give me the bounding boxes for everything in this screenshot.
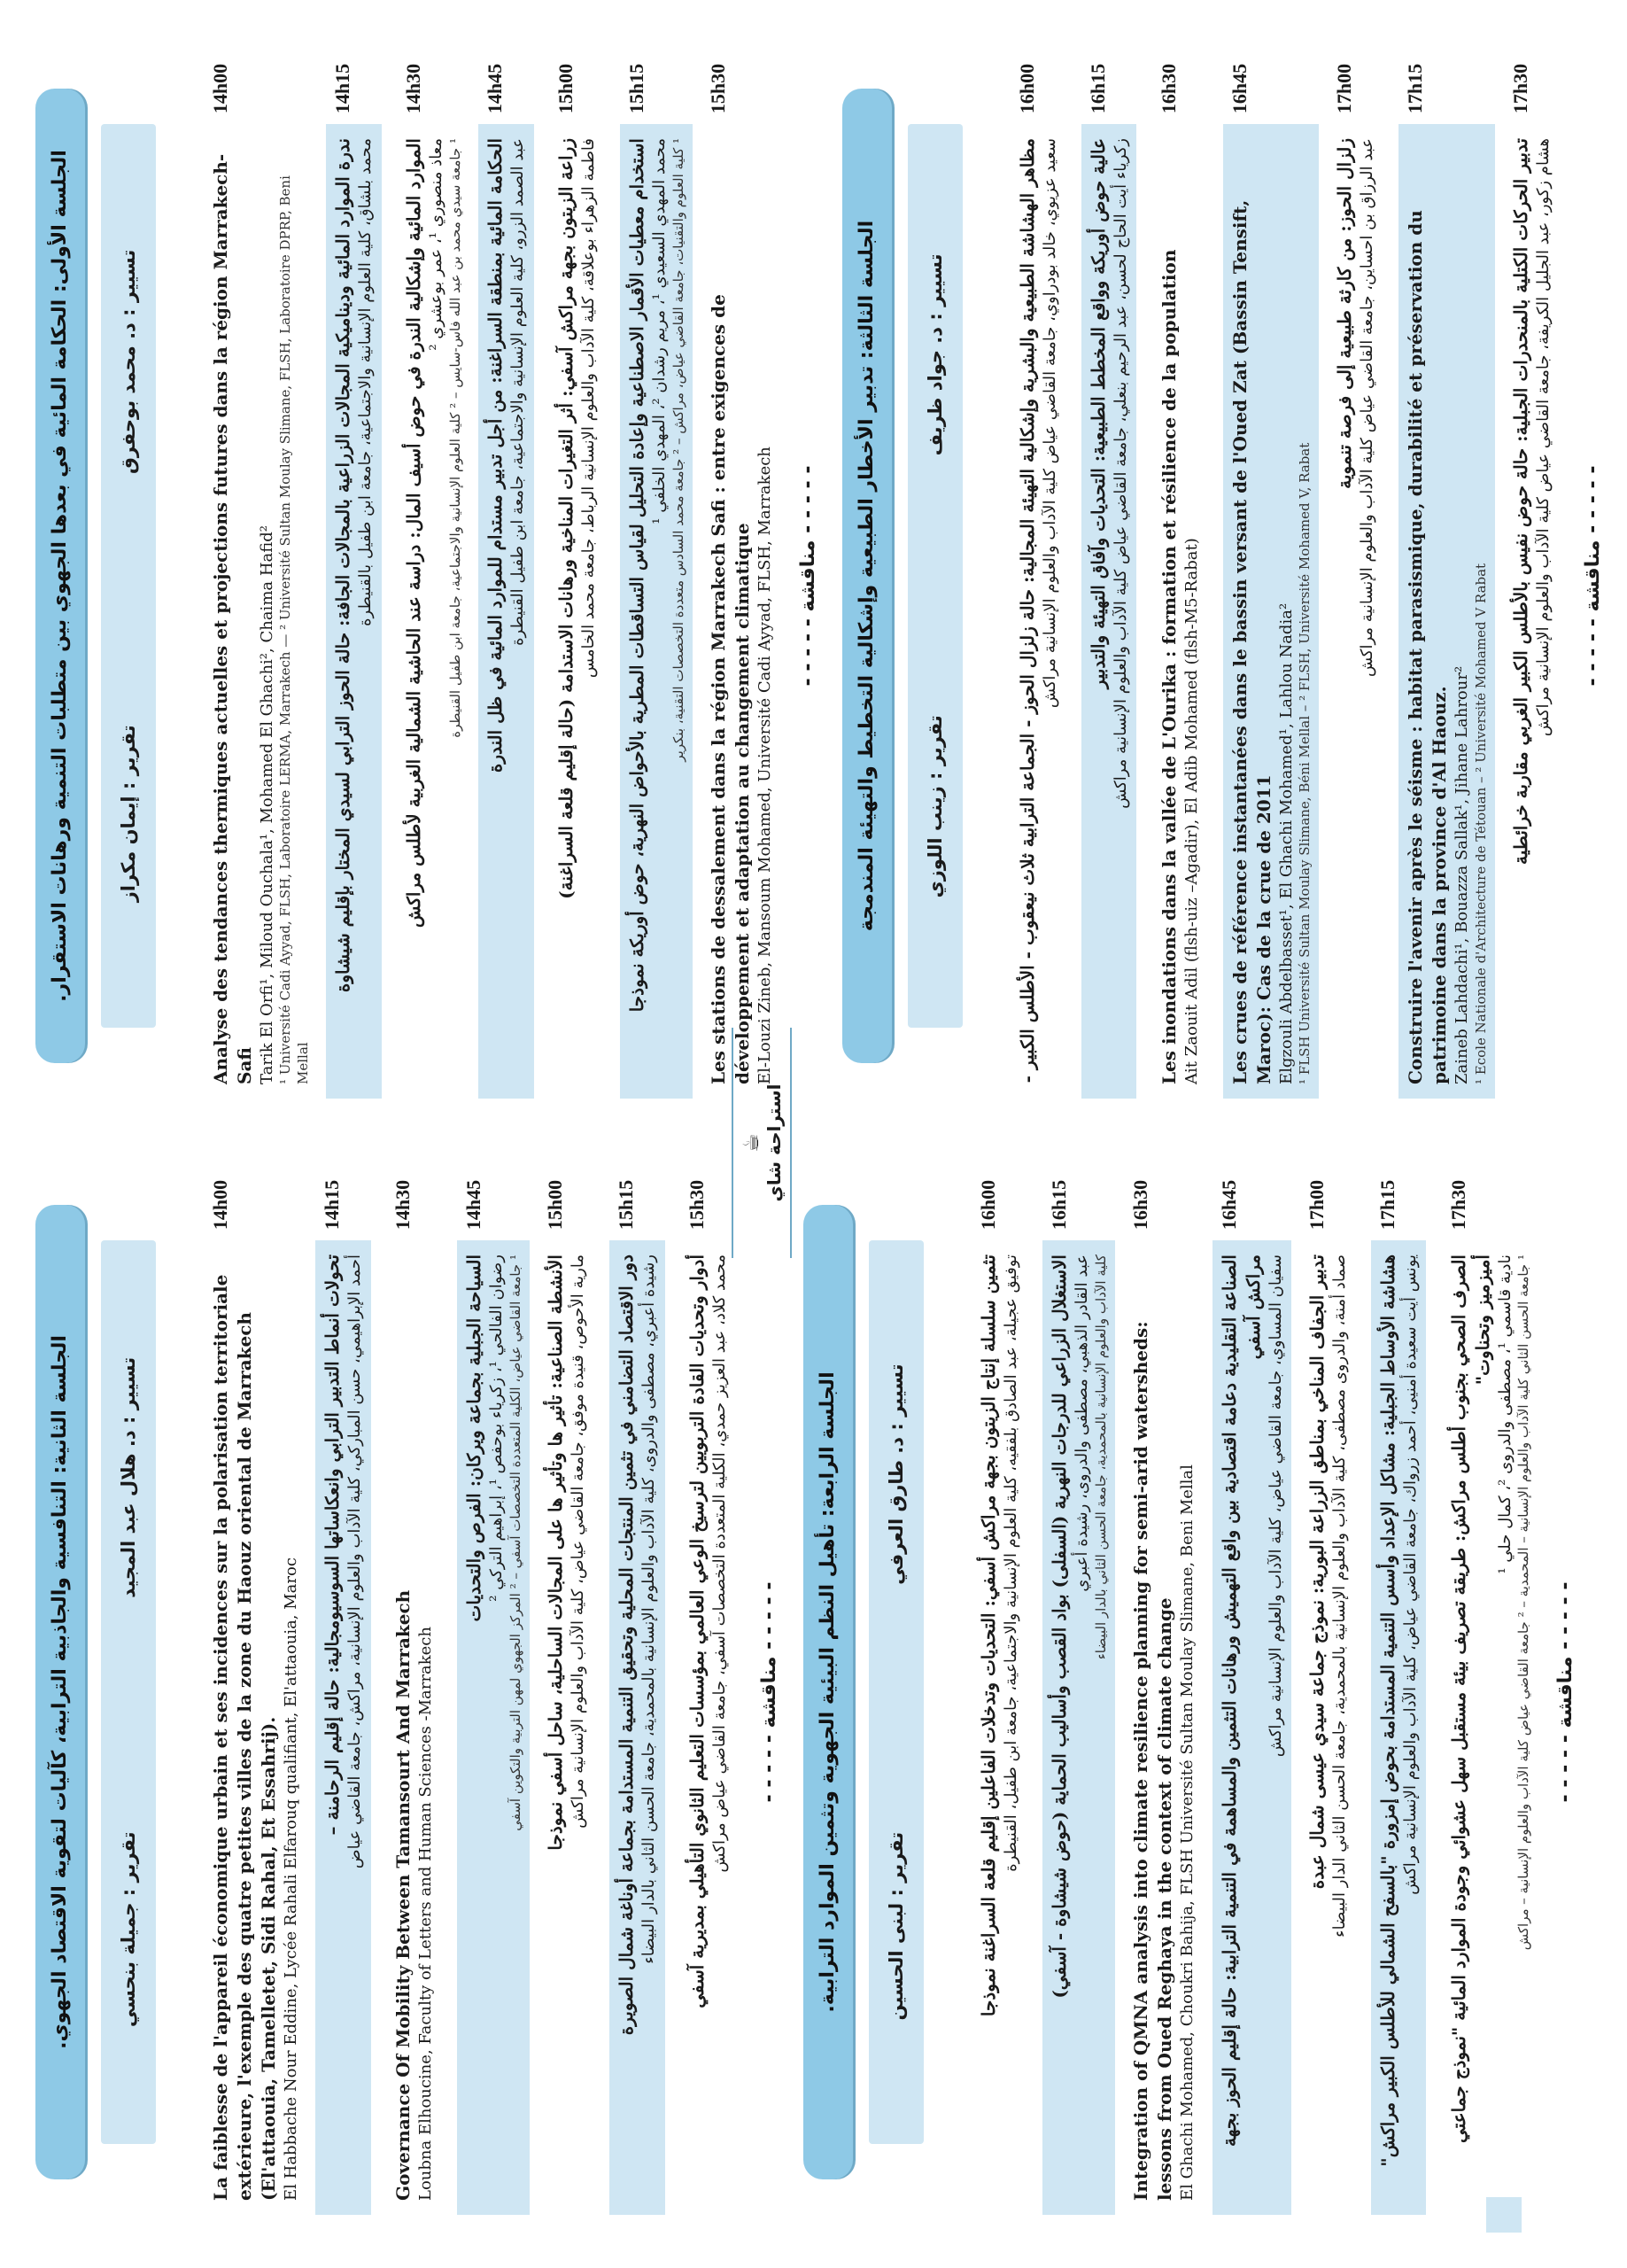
talk-authors: Loubna Elhoucine, Faculty of Letters and Human Sciences -Marrakech (416, 1627, 436, 2201)
talk-affiliation: ¹ جامعة الحسن الثاني كلية الآداب والعلوم الإنسانية – المحمدية – ² جامعة القاضي عياض كلية الآداب والعلوم الإنسانية – مراكش (1515, 1254, 1532, 1951)
talk-title: ندرة الموارد المائية وديناميكية المجالات الزراعية بالمجالات الجافة: حالة الحوز الترابي لسيدي المختار بإقليم شيشاوة (332, 138, 354, 993)
talk-title: هشاشة الأوساط الجبلية: مشاكل الإعداد وأسس التنمية المستدامة بحوض إمزورة "بالسفح الشمالي للأطلس الكبير مراكش" (1376, 1254, 1398, 2167)
talk-title: تثمين سلسلة إنتاج الزيتون بجهة مراكش أسفي: التحديات وتدخلات الفاعلين إقليم قلعة السراغنة نموذجا (978, 1254, 1000, 2017)
session-1-header (35, 89, 186, 1063)
talk-affiliation: ¹ جامعة سيدي محمد بن عبد الله فاس-سايس – ² كلية العلوم الإنسانية والاجتماعية، جامعة ابن طفيل القنيطرة (446, 138, 463, 738)
session-3-header (842, 89, 993, 1063)
talk-title: تدبير الحركات الكتلية بالمنحدرات الجبلية: حالة حوض نفيس بالأطلس الكبير الغربي مقاربة خرائطية (1510, 138, 1532, 865)
talk-authors: El-Louzi Zineb, Mansoum Mohamed, Université Cadi Ayyad, FLSH, Marrakech (755, 447, 775, 1084)
session-4-roles (869, 1240, 924, 2144)
talk-authors: صماد أمنة، والدروى مصطفى، كلية الآداب والعلوم الإنسانية بالمحمدية، جامعة الحسن الثاني الدار البيضاء (1329, 1254, 1349, 1938)
talk-row (680, 1169, 742, 2215)
session-4-rapporteur: تقرير : لبنى الحسين (886, 1831, 908, 2021)
talk-row (1328, 53, 1390, 1099)
talk-title: الاستغلال الزراعي للدرجات النهرية (السفلى) بواد القصب وأساليب الحماية (حوض شيشاوة - آسفي) (1049, 1254, 1071, 1999)
session-2-moderator: تسيير : د. هلال عبد المجيد (118, 1356, 139, 1598)
talk-time: 16h15 (1048, 1179, 1071, 1231)
talk-title: Construire l'avenir après le séisme : habitat parasismique, durabilité et préservation du patrimoine dans la province d'Al Haouz. (1405, 210, 1451, 1084)
talk-authors: El Ghachi Mohamed, Choukri Bahija, FLSH Université Sultan Moulay Slimane, Beni Mellal (1178, 1464, 1197, 2201)
talk-title: زلزال الحوز: من كارثة طبيعية إلى فرصة تنموية (1334, 138, 1356, 489)
talk-title: La faiblesse de l'appareil économique urbain et ses incidences sur la polarisation territoriale extérieure, l'exemple des quatre petites villes de la zone du Haouz oriental de Marrakech (El'attaouia, Tamelletet, Sidi Rahal, Et Essahrij). (210, 1274, 279, 2201)
talk-row (1371, 1169, 1433, 2215)
talk-authors: عبد الرزاق بن احساين، جامعة القاضي عياض كلية الآداب والعلوم الإنسانية مراكش (1358, 138, 1377, 678)
talk-title: الأنشطة الصناعية: تأثير ها وتأثير ها على المجالات الساحلية، ساحل أسفي نموذجا (545, 1254, 567, 1851)
talk-affiliation: كلية الآداب والعلوم الإنسانية بالمحمدية، جامعة الحسن الثاني بالدار البيضاء (1092, 1254, 1109, 1660)
talk-time: 17h30 (1446, 1179, 1469, 1231)
column-left (35, 1169, 1600, 2215)
talk-title: Les stations de dessalement dans la région Marrakech Safi : entre exigences de développement et adaptation au changement climatique (708, 294, 754, 1084)
talk-row (1124, 1169, 1203, 2215)
talk-authors: سفيان المساوي، جامعة القاضي عياض، كلية الآداب والعلوم الإنسانية مراكش (1266, 1254, 1285, 1758)
talk-row (1300, 1169, 1362, 2215)
talk-authors: محمد بلشاق، كلية العلوم الإنسانية والاجتماعية، جامعة ابن طفيل بالقنيطرة (356, 138, 376, 626)
session-4-title: الجلسة الرابعة: تأهيل النظم البيئية الجهوية وتثمين الموارد الترابية. (803, 1205, 853, 2179)
talk-row (1504, 53, 1566, 1099)
talk-row (1223, 53, 1320, 1099)
talk-row (1398, 53, 1495, 1099)
corner-accent (1486, 2197, 1522, 2233)
talk-time: 15h00 (554, 63, 577, 114)
session-3-title: الجلسة الثالثة: تدبير الأخطار الطبيعية وإشكالية التخطيط والتهيئة المندمجة (842, 89, 892, 1063)
talk-authors: El Habbache Nour Eddine, Lycée Rahali Elfarouq qualifiant, El'attaouia, Maroc (282, 1557, 300, 2201)
talk-title: الموارد المائية وإشكالية الندرة في حوض أسيف المال: دراسة عند الحاشية الشمالية الغربية لأطلس مراكش (403, 138, 425, 928)
talk-time: 14h00 (209, 63, 231, 114)
talk-row (478, 53, 540, 1099)
talk-title: الحكامة المائية بمنطقة السراغنة: من أجل تدبير مستدام للموارد المائية في ظل الندرة (484, 138, 507, 773)
talk-authors: محمد المهدي السعيدي ¹، مريم رشدان ²، المهدي الخلفي ¹ (650, 138, 670, 524)
talk-authors: محمد كلاد، عبد العزيز حمدي، الكلية المتعددة التخصصات آسفي، جامعة القاضي عياض مراكش (710, 1254, 730, 1873)
talk-time: 16h45 (1228, 63, 1251, 114)
talk-time: 16h30 (1129, 1179, 1152, 1231)
talk-authors: Elgzouli Abdelbasset¹, El Ghachi Mohamed¹, Lahlou Nadia² (1276, 602, 1296, 1084)
talk-authors: Zaineb Lahdachi¹, Bouazza Sallak¹, Jihane Lahrour² (1453, 665, 1472, 1084)
talk-affiliation: ¹ Ecole Nationale d'Architecture de Tétouan – ² Université Mohamed V Rabat (1472, 563, 1489, 1084)
talk-time: 14h45 (462, 1179, 485, 1231)
talk-time: 17h15 (1375, 1179, 1398, 1231)
talk-row (204, 53, 317, 1099)
talk-row (315, 1169, 377, 2215)
session-2-rapporteur: تقرير : جميلة بنحسي (118, 1831, 139, 2028)
talk-title: Governance Of Mobility Between Tamansourt And Marrakech (392, 1589, 414, 2201)
talk-time: 17h30 (1509, 63, 1532, 114)
talk-title: مظاهر الهشاشة الطبيعية والبشرية وإشكالية التهيئة المجالية: حالة زلزال الحوز - الجماعة الترابية ثلاث نيعقوب - الأطلس الكبير - (1016, 138, 1038, 1084)
talk-title: السياحة الجبلية بجماعة ويركان: الفرص والتحديات (463, 1254, 485, 1622)
talk-authors: سعيد عزيوي، خالد بودراوي، جامعة القاضي عياض كلية الآداب والعلوم الإنسانية مراكش (1040, 138, 1059, 709)
talk-affiliation: ¹ جامعة القاضي عياض، الكلية المتعددة التخصصات آسفي – ² المركز الجهوي لمهن التربية والتكوين آسفي (507, 1254, 523, 1831)
talk-time: 14h30 (402, 63, 425, 114)
talk-title: تحولات أنماط التدبير الترابي وانعكاساتها السوسيومجالية: حالة إقليم الرحامنة – (322, 1254, 344, 1836)
talk-row (1152, 53, 1214, 1099)
talk-row (609, 1169, 671, 2215)
talk-time: 14h45 (484, 63, 507, 114)
talk-time: 15h15 (625, 63, 648, 114)
talk-row (549, 53, 611, 1099)
talk-title: Les crues de référence instantanées dans le bassin versant de l'Oued Zat (Bassin Tensift, Maroc): Cas de la crue de 2011 (1228, 199, 1274, 1084)
talk-authors: Ait Zaouit Adil (flsh-uiz –Agadir), El Adib Mohamed (flsh-M5-Rabat) (1182, 538, 1201, 1084)
talk-authors: Tarik El Orfi¹, Miloud Ouchala¹, Mohamed El Ghachi², Chaima Hafid² (258, 524, 276, 1084)
session-1-title: الجلسة الأولى: الحكامة المائية في بعدها الجهوي بين متطلبات التنمية ورهانات الاستقرار. (35, 89, 85, 1063)
discussion-label: - - - - - مناقشة - - - - - (1553, 1581, 1577, 1803)
talk-row (1213, 1169, 1291, 2215)
talk-title: دور الاقتصاد التضامني في تثمين المنتجات المحلية وتحقيق التنمية المستدامة بجماعة أوناغة شمال الصويرة (616, 1254, 638, 2036)
talk-time: 14h15 (331, 63, 354, 114)
teacup-icon: ☕ (739, 1133, 763, 1153)
talk-authors: معاذ منصوري ¹، عمر بوعشري ² (427, 138, 446, 351)
talk-title: عالية حوض أوريكة وواقع المخطط الطبيعية: التحديات وآفاق التهيئة والتدبير (1087, 138, 1109, 689)
talk-row (1081, 53, 1143, 1099)
column-right (35, 53, 1627, 1099)
session-1-rapporteur: تقرير : إيمان مكراز (118, 725, 139, 903)
session-3-roles (908, 124, 963, 1028)
talk-time: 17h00 (1305, 1179, 1328, 1231)
talk-row (972, 1169, 1034, 2215)
talk-title: أدوار وتحديات القادة التربويين لترسيخ الوعي العالمي بمؤسسات التعليم الثانوي التأهيلي بمديرية آسفي (686, 1254, 709, 2008)
talk-row (701, 53, 780, 1099)
talk-time: 16h15 (1086, 63, 1109, 114)
talk-time: 15h30 (707, 63, 730, 114)
session-1-roles (101, 124, 156, 1028)
session-1-moderator: تسيير : د. محمد بوحفرق (118, 249, 139, 475)
talk-authors: هشام زكور، عبد الجليل الكريفة، جامعة القاضي عياض كلية الآداب والعلوم الإنسانية مراكش (1534, 138, 1553, 737)
talk-title: الصناعة التقليدية دعامة اقتصادية بين واقع التهميش ورهانات التثمين والمساهمة في التنمية الترابية: حالة إقليم الحوز بجهة مراكش آسفي (1218, 1254, 1264, 2148)
talk-authors: مارية الأحوص، قنيدة موفق، جامعة القاضي عياض، كلية الآداب والعلوم الإنسانية مراكش (569, 1254, 588, 1829)
talk-time: 17h00 (1333, 63, 1356, 114)
talk-authors: عبد القادر الذهبي، مصطفى والدروى، رشيدة أعبري (1073, 1254, 1092, 1592)
session-4-moderator: تسيير : د. طارق العرفي (886, 1363, 908, 1585)
talk-row (204, 1169, 306, 2215)
talk-authors: رضوان الفالحي ¹، زكرياء بوحفص ¹، إبراهيم التركي ² (487, 1254, 507, 1602)
talk-row (326, 53, 388, 1099)
talk-authors: زكرياء أيت الحاج لحسن، عبد الرحيم بنعلي، جامعة القاضي عياض كلية الآداب والعلوم الإنسانية مراكش (1111, 138, 1130, 809)
talk-affiliation: ¹ كلية العلوم والتقنيات، جامعة القاضي عياض، مراكش – ² جامعة محمد السادس متعددة التخصصات التقنية، بنكرير (670, 138, 686, 762)
talk-time: 14h15 (321, 1179, 344, 1231)
session-4-header (803, 1205, 954, 2179)
talk-affiliation: ¹ FLSH Université Sultan Moulay Slimane, Béni Mellal – ² FLSH, Université Mohamed V, Rabat (1296, 442, 1313, 1084)
session-3-moderator: تسيير : د. جواد ظريف (924, 253, 946, 456)
talk-title: زراعة الزيتون بجهة مراكش آسفي: أثر التغيرات المناخية ورهانات الاستدامة (حالة إقليم قلعة السراغنة) (555, 138, 577, 899)
talk-authors: أحمد الإبراهيمي، حسن المباركي، كلية الآداب والعلوم الإنسانية، مراكش، جامعة القاضي عياض (345, 1254, 365, 1869)
talk-time: 15h30 (686, 1179, 709, 1231)
talk-title: الصرف الصحي بجنوب أطلس مراكش: طريقة تصريف بيئة مستقبل سهل عشوائي وجودة الموارد المائية "نموذج جماعتي أميزميز وتحناوت" (1447, 1254, 1493, 2143)
talk-title: Integration of QMNA analysis into climate resilience planning for semi-arid watersheds: lessons from Oued Reghaya in the context of climate change (1130, 1321, 1176, 2201)
talk-authors: فاطمة الزهراء بوعلاقة، كلية الآداب والعلوم الإنسانية الرباط، جامعة محمد الخامس (579, 138, 599, 679)
talk-row (1042, 1169, 1115, 2215)
talk-title: استخدام معطيات الأقمار الاصطناعية وإعادة التحليل لقياس التساقطات المطرية بالأحواض النهرية، حوض أوريكة نموذجا (626, 138, 648, 1013)
session-3-rapporteur: تقرير : زينب اللوزي (924, 715, 946, 898)
talk-time: 16h30 (1157, 63, 1180, 114)
talk-row (620, 53, 693, 1099)
talk-authors: توفيق عجيلة، عبد الصادق بلفقيه، كلية العلوم الإنسانية والاجتماعية، جامعة ابن طفيل، القنيطرة (1002, 1254, 1021, 1872)
talk-time: 16h00 (1015, 63, 1038, 114)
tea-break-label: استراحة شاي (763, 1084, 785, 1202)
talk-authors: رشيدة أعبري، مصطفى والدروى، كلية الآداب والعلوم الإنسانية بالمحمدية، جامعة الحسن الثاني بالدار البيضاء (639, 1254, 659, 1964)
discussion-label: - - - - - مناقشة - - - - - (796, 465, 819, 687)
talk-time: 16h00 (977, 1179, 1000, 1231)
session-2-roles (101, 1240, 156, 2144)
talk-title: Les inondations dans la vallée de L'Ourika : formation et résilience de la population (1158, 249, 1180, 1084)
talk-time: 16h45 (1217, 1179, 1240, 1231)
talk-time: 14h30 (391, 1179, 414, 1231)
talk-authors: يونس أيت سعيدة أمنيى، أحمد زرواك، جامعة القاضي عياض، كلية الآداب والعلوم الإنسانية مراكش (1400, 1254, 1420, 1895)
talk-time: 15h15 (615, 1179, 638, 1231)
session-2-header (35, 1205, 186, 2179)
talk-affiliation: ¹ Université Cadi Ayyad, FLSH, Laboratoire LERMA, Marrakech — ² Université Sultan Moulay Slimane, FLSH, Laboratoire DPRP, Beni Mellal (277, 175, 311, 1084)
talk-time: 17h15 (1404, 63, 1427, 114)
talk-row (457, 1169, 530, 2215)
session-2-title: الجلسة الثانية: التنافسية والجاذبية الترابية، كآليات لتقوية الاقتصاد الجهوي. (35, 1205, 85, 2179)
discussion-label: - - - - - مناقشة - - - - - (1582, 465, 1605, 687)
talk-time: 15h00 (544, 1179, 567, 1231)
discussion-label: - - - - - مناقشة - - - - - (758, 1581, 781, 1803)
talk-row (538, 1169, 600, 2215)
talk-time: 14h00 (209, 1179, 231, 1231)
talk-authors: عبد الصمد الزرو، كلية العلوم الإنسانية والاجتماعية، جامعة ابن طفيل القنيطرة (508, 138, 528, 646)
talk-row (386, 1169, 448, 2215)
talk-row (1011, 53, 1073, 1099)
talk-title: تدبير الجفاف المناخي بمناطق الزراعة البورية: نموذج جماعة سيدي عيسى شمال عبدة (1305, 1254, 1328, 1890)
talk-row (1442, 1169, 1538, 2215)
talk-title: Analyse des tendances thermiques actuelles et projections futures dans la région Marrakech-Safi (210, 153, 255, 1084)
talk-authors: نادية قاسمي ¹، مصطفى والدروى ²، كمال حلي ¹ (1495, 1254, 1515, 1574)
talk-row (397, 53, 469, 1099)
